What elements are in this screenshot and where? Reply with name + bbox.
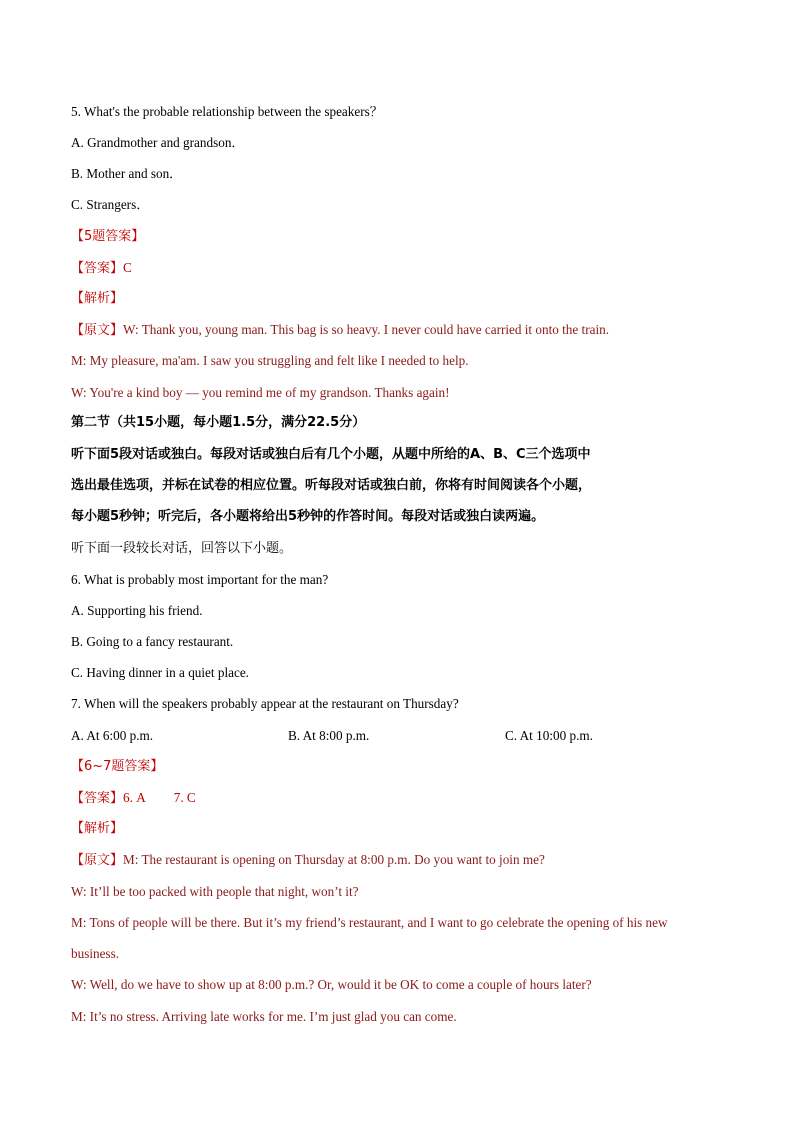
section2-sub-instruction: 听下面一段较长对话，回答以下小题。 xyxy=(71,541,293,556)
q7-option-c: C. At 10:00 p.m. xyxy=(505,728,593,743)
q5-transcript-line-2: M: My pleasure, ma'am. I saw you struggling and felt like I needed to help. xyxy=(71,353,469,368)
q5-analysis-label: 【解析】 xyxy=(71,291,124,306)
q5-transcript-line-1 xyxy=(71,321,609,340)
answer-value: C xyxy=(123,260,132,275)
q5-option-b: B. Mother and son． xyxy=(71,166,183,181)
section2-instruction-2: 选出最佳选项，并标在试卷的相应位置。听每段对话或独白前，你将有时间阅读各个小题， xyxy=(71,478,592,493)
q6-option-c: C. Having dinner in a quiet place. xyxy=(71,665,249,680)
section2-title: 第二节（共15小题，每小题1.5分，满分22.5分） xyxy=(71,415,366,430)
transcript-label: 【原文】 xyxy=(71,853,124,868)
q6-question: 6. What is probably most important for the man? xyxy=(71,572,329,587)
transcript-text: M: The restaurant is opening on Thursday at 8:00 p.m. Do you want to join me? xyxy=(123,852,545,867)
section2-instruction-3: 每小题5秒钟；听完后，各小题将给出5秒钟的作答时间。每段对话或独白读两遍。 xyxy=(71,509,545,524)
q6-option-a: A. Supporting his friend. xyxy=(71,603,203,618)
q67-transcript-line-3: M: Tons of people will be there. But it’s my friend’s restaurant, and I want to go celebrate the opening of his new xyxy=(71,915,668,930)
q5-transcript-line-3: W: You're a kind boy — you remind me of my grandson. Thanks again! xyxy=(71,385,450,400)
q5-answer xyxy=(71,259,132,278)
q67-transcript-line-6: M: It’s no stress. Arriving late works for me. I’m just glad you can come. xyxy=(71,1009,457,1024)
answer-label: 【答案】 xyxy=(71,791,124,806)
transcript-text: W: Thank you, young man. This bag is so heavy. I never could have carried it onto the train. xyxy=(123,322,609,337)
section2-instruction-1: 听下面5段对话或独白。每段对话或独白后有几个小题，从题中所给的A、B、C三个选项中 xyxy=(71,447,591,462)
answer-6: 6. A xyxy=(123,790,146,805)
q67-transcript-line-2: W: It’ll be too packed with people that night, won’t it? xyxy=(71,884,359,899)
q7-option-a: A. At 6:00 p.m. xyxy=(71,728,154,743)
q5-answer-header: 【5题答案】 xyxy=(71,229,145,244)
answer-7: 7. C xyxy=(173,790,196,805)
q67-answer xyxy=(71,789,196,808)
q7-option-b: B. At 8:00 p.m. xyxy=(288,728,370,743)
q67-transcript-line-1 xyxy=(71,851,545,870)
q5-question: 5. What's the probable relationship between the speakers？ xyxy=(71,104,383,119)
q67-transcript-line-5: W: Well, do we have to show up at 8:00 p.m.? Or, would it be OK to come a couple of hours later? xyxy=(71,977,592,992)
transcript-label: 【原文】 xyxy=(71,323,124,338)
answer-label: 【答案】 xyxy=(71,261,124,276)
q5-option-c: C. Strangers． xyxy=(71,197,150,212)
q5-option-a: A. Grandmother and grandson． xyxy=(71,135,245,150)
q67-transcript-line-4: business. xyxy=(71,946,119,961)
q6-option-b: B. Going to a fancy restaurant. xyxy=(71,634,234,649)
q67-answer-header: 【6~7题答案】 xyxy=(71,759,164,774)
q7-question: 7. When will the speakers probably appear at the restaurant on Thursday? xyxy=(71,696,459,711)
q67-analysis-label: 【解析】 xyxy=(71,821,124,836)
